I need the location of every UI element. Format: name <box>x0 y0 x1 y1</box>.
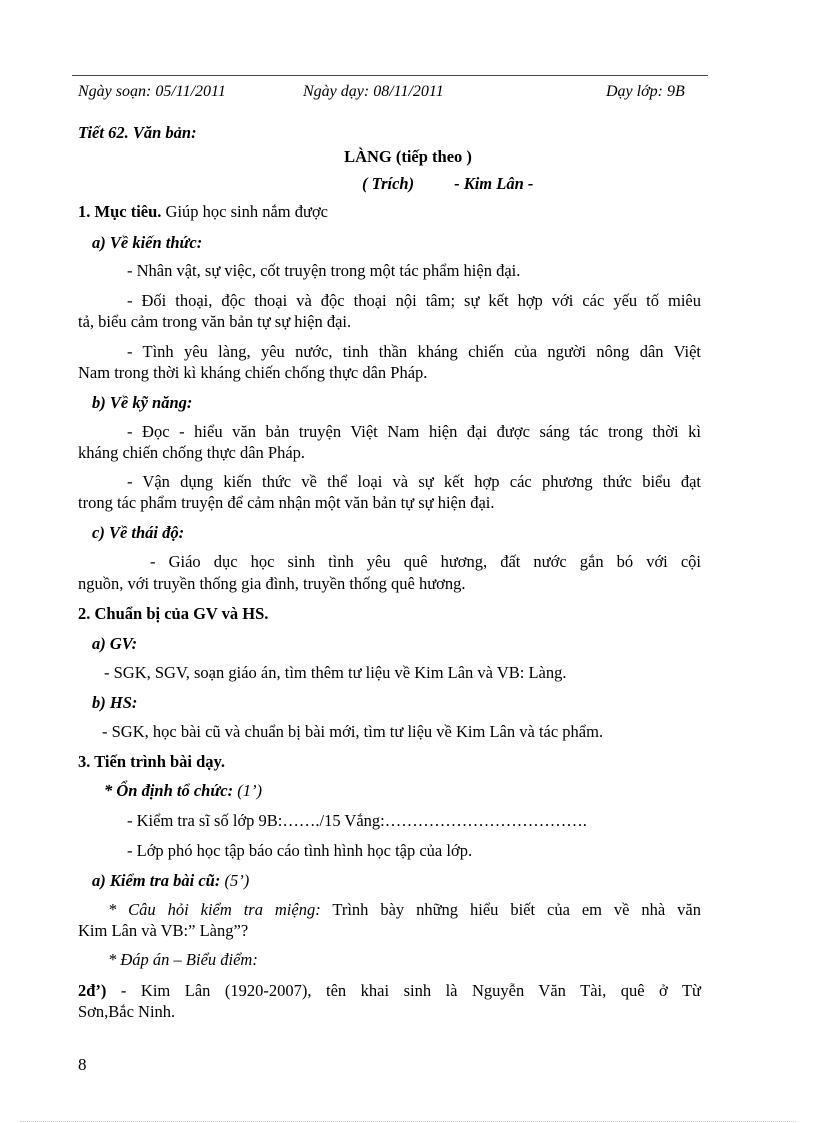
s2-b-text: - SGK, học bài cũ và chuẩn bị bài mới, tìm tư liệu về Kim Lân và tác phẩm. <box>102 722 604 741</box>
s1-a-item: tả, biểu cảm trong văn bản tự sự hiện đại. <box>78 312 352 331</box>
s1-a-heading: a) Về kiến thức: <box>92 233 203 252</box>
s3-cau-hoi-cont: Kim Lân và VB:” Làng”? <box>78 921 249 940</box>
s1-b-item: - Đọc - hiểu văn bản truyện Việt Nam hiện đại được sáng tác trong thời kì <box>127 422 701 441</box>
day-lop: Dạy lớp: 9B <box>606 83 685 100</box>
s3-answer <box>78 981 701 1001</box>
s1-b-item: - Vận dụng kiến thức về thể loại và sự kết hợp các phương thức biểu đạt <box>127 472 701 491</box>
page-bottom-border <box>20 1121 796 1122</box>
section-2-heading: 2. Chuẩn bị của GV và HS. <box>78 604 269 623</box>
header-rule <box>72 75 708 76</box>
section-1-heading <box>78 202 700 222</box>
s2-b-heading: b) HS: <box>92 693 138 712</box>
lesson-author: - Kim Lân - <box>454 174 534 193</box>
s3-answer-cont: Sơn,Bắc Ninh. <box>78 1002 176 1021</box>
s3-lop-pho: - Lớp phó học tập báo cáo tình hình học tập của lớp. <box>127 841 473 860</box>
on-dinh-time: (1’) <box>233 781 262 800</box>
s1-title: 1. Mục tiêu. <box>78 202 162 221</box>
lesson-tiet: Tiết 62. Văn bản: <box>78 123 197 142</box>
s1-c-item: - Giáo dục học sinh tình yêu quê hương, đất nước gắn bó với cội <box>150 552 701 571</box>
s3-cau-hoi <box>108 900 701 920</box>
kiem-tra-bai-cu-time: (5’) <box>220 871 250 890</box>
s2-a-heading: a) GV: <box>92 634 138 653</box>
s1-a-item: - Đối thoại, độc thoại và độc thoại nội tâm; sự kết hợp với các yếu tố miêu <box>127 291 701 310</box>
s1-c-heading: c) Về thái độ: <box>92 523 185 542</box>
kiem-tra-bai-cu-label: a) Kiểm tra bài cũ: <box>92 871 221 890</box>
answer-score: 2đ’) <box>78 981 107 1000</box>
s3-a-heading <box>92 871 714 891</box>
s2-a-text: - SGK, SGV, soạn giáo án, tìm thêm tư liệu về Kim Lân và VB: Làng. <box>104 663 567 682</box>
s1-b-heading: b) Về kỹ năng: <box>92 393 193 412</box>
s1-intro: Giúp học sinh nắm được <box>161 202 329 221</box>
s1-a-item: Nam trong thời kì kháng chiến chống thực dân Pháp. <box>78 363 428 382</box>
section-3-heading: 3. Tiến trình bài dạy. <box>78 752 226 771</box>
s1-c-item: nguồn, với truyền thống gia đình, truyền thống quê hương. <box>78 574 466 593</box>
lesson-title: LÀNG (tiếp theo ) <box>344 147 472 166</box>
s1-b-item: trong tác phẩm truyện để cảm nhận một văn bản tự sự hiện đại. <box>78 493 495 512</box>
s1-a-item: - Tình yêu làng, yêu nước, tinh thần kháng chiến của người nông dân Việt <box>127 342 701 361</box>
cau-hoi-text: Trình bày những hiểu biết của em về nhà văn <box>320 900 701 919</box>
answer-text: - Kim Lân (1920-2007), tên khai sinh là Nguyễn Văn Tài, quê ở Từ <box>106 981 701 1000</box>
s3-on-dinh <box>104 781 726 801</box>
cau-hoi-label: * Câu hỏi kiểm tra miệng: <box>108 900 321 919</box>
s3-kiem-tra-si-so: - Kiểm tra sĩ số lớp 9B:……./15 Vắng:………………………………. <box>127 811 587 830</box>
page-number: 8 <box>78 1055 87 1074</box>
lesson-trich: ( Trích) <box>362 174 415 193</box>
on-dinh-label: * Ổn định tổ chức: <box>104 781 234 800</box>
s1-a-item: - Nhân vật, sự việc, cốt truyện trong một tác phẩm hiện đại. <box>127 261 521 280</box>
ngay-soan: Ngày soạn: 05/11/2011 <box>78 83 226 100</box>
lesson-source <box>362 174 533 194</box>
ngay-day: Ngày dạy: 08/11/2011 <box>303 83 444 100</box>
s3-dap-an: * Đáp án – Biểu điểm: <box>108 950 258 969</box>
s1-b-item: kháng chiến chống thực dân Pháp. <box>78 443 306 462</box>
